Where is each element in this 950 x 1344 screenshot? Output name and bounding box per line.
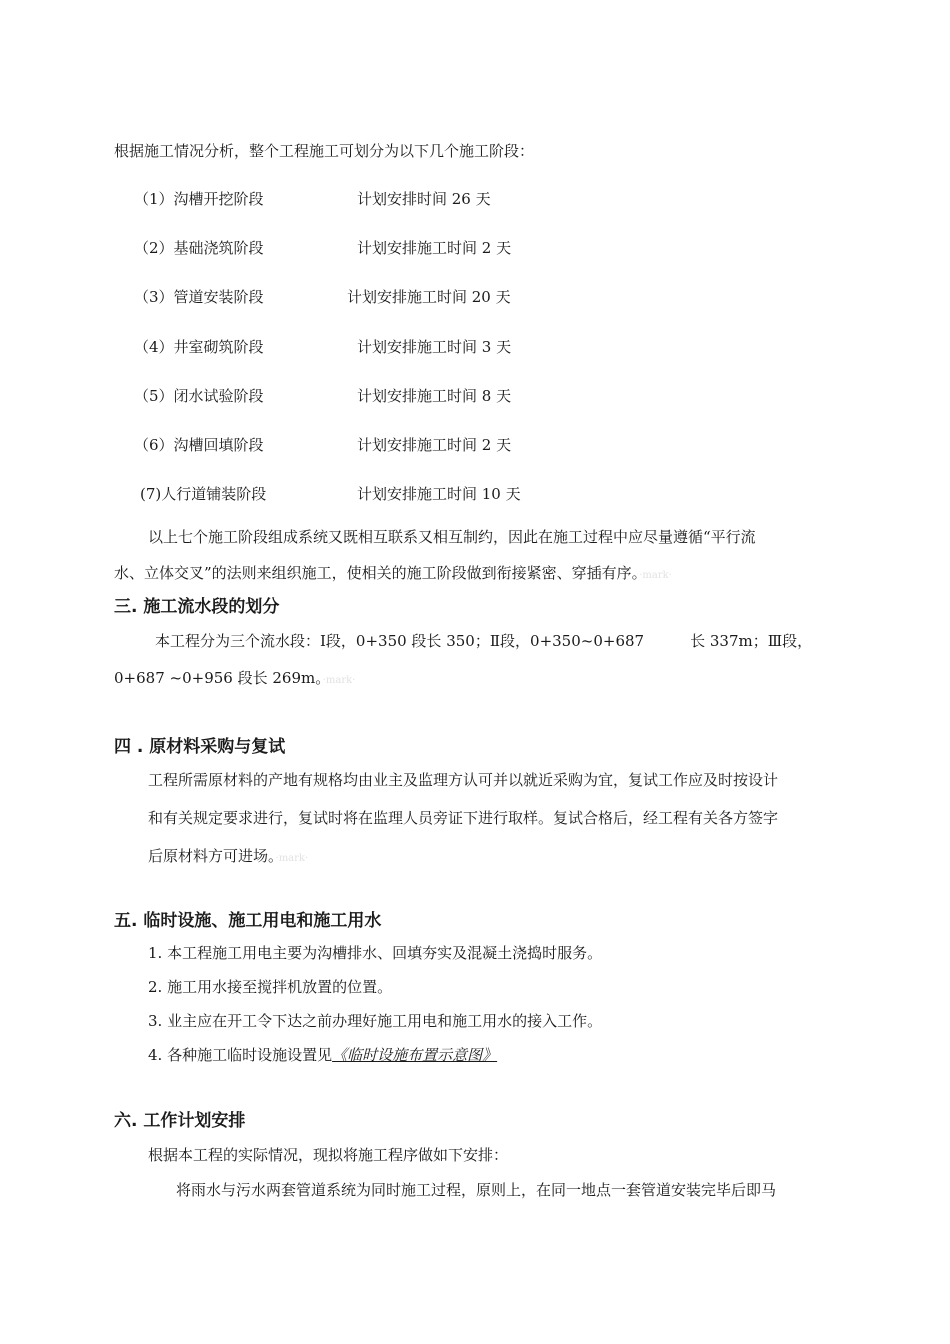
section-6-line-2: 将雨水与污水两套管道系统为同时施工过程，原则上，在同一地点一套管道安装完毕后即马 (176, 1181, 777, 1199)
section-5-item-1: 1. 本工程施工用电主要为沟槽排水、回填夯实及混凝土浇捣时服务。 (148, 944, 603, 962)
section-4-line-3 (148, 846, 308, 869)
stage-4-plan: 计划安排施工时间 3 天 (357, 338, 512, 356)
stage-7-plan: 计划安排施工时间 10 天 (357, 485, 521, 503)
stage-5-name: （5）闭水试验阶段 (134, 387, 264, 405)
section-4-line-3-text: 后原材料方可进场。 (148, 847, 276, 865)
faint-watermark: ·mark· (322, 675, 356, 686)
section-3-line-1 (155, 631, 812, 651)
stage-4-name: （4）井室砌筑阶段 (134, 338, 264, 356)
section-3-line-2-text: 0+687 ~0+956 段长 269m。 (114, 669, 323, 687)
stage-5-plan: 计划安排施工时间 8 天 (357, 387, 512, 405)
section-3-line-1-text: 本工程分为三个流水段：Ⅰ段，0+350 段长 350；Ⅱ段，0+350~0+687 (155, 632, 645, 650)
stage-3-name: （3）管道安装阶段 (134, 288, 264, 306)
faint-watermark: ·mark· (275, 853, 309, 864)
stage-6-plan: 计划安排施工时间 2 天 (357, 436, 512, 454)
layout-diagram-link[interactable]: 《临时设施布置示意图》 (332, 1046, 498, 1064)
section-4-line-2: 和有关规定要求进行，复试时将在监理人员旁证下进行取样。复试合格后，经工程有关各方签字 (148, 809, 779, 827)
summary-line-1: 以上七个施工阶段组成系统又既相互联系又相互制约，因此在施工过程中应尽量遵循“平行流 (148, 528, 756, 546)
section-5-title: 五. 临时设施、施工用电和施工用水 (114, 911, 382, 931)
faint-watermark: ·mark· (639, 570, 672, 581)
section-5-item-3: 3. 业主应在开工令下达之前办理好施工用电和施工用水的接入工作。 (148, 1012, 603, 1030)
section-6-title: 六. 工作计划安排 (114, 1111, 246, 1131)
stage-2-plan: 计划安排施工时间 2 天 (357, 239, 512, 257)
stage-1-plan: 计划安排时间 26 天 (357, 190, 491, 208)
summary-line-2-text: 水、立体交叉”的法则来组织施工，使相关的施工阶段做到衔接紧密、穿插有序。 (114, 564, 640, 582)
section-3-line-2 (114, 668, 355, 691)
section-6-line-1: 根据本工程的实际情况，现拟将施工程序做如下安排： (148, 1146, 509, 1164)
section-3-title: 三. 施工流水段的划分 (114, 597, 280, 617)
section-4-title: 四 . 原材料采购与复试 (114, 737, 286, 757)
stage-6-name: （6）沟槽回填阶段 (134, 436, 264, 454)
section-4-line-1: 工程所需原材料的产地有规格均由业主及监理方认可并以就近采购为宜，复试工作应及时按设计 (148, 771, 779, 789)
summary-line-2 (114, 563, 672, 586)
section-5-item-4-text: 4. 各种施工临时设施设置见 (148, 1046, 333, 1064)
stage-1-name: （1）沟槽开挖阶段 (134, 190, 264, 208)
stage-2-name: （2）基础浇筑阶段 (134, 239, 264, 257)
section-5-item-2: 2. 施工用水接至搅拌机放置的位置。 (148, 978, 393, 996)
stage-3-plan: 计划安排施工时间 20 天 (347, 288, 511, 306)
stage-7-name: (7)人行道铺装阶段 (140, 485, 267, 503)
section-5-item-4 (148, 1045, 497, 1065)
section-3-line-1-tail: 长 337m；Ⅲ段， (690, 632, 813, 650)
intro-text: 根据施工情况分析，整个工程施工可划分为以下几个施工阶段： (114, 142, 535, 160)
